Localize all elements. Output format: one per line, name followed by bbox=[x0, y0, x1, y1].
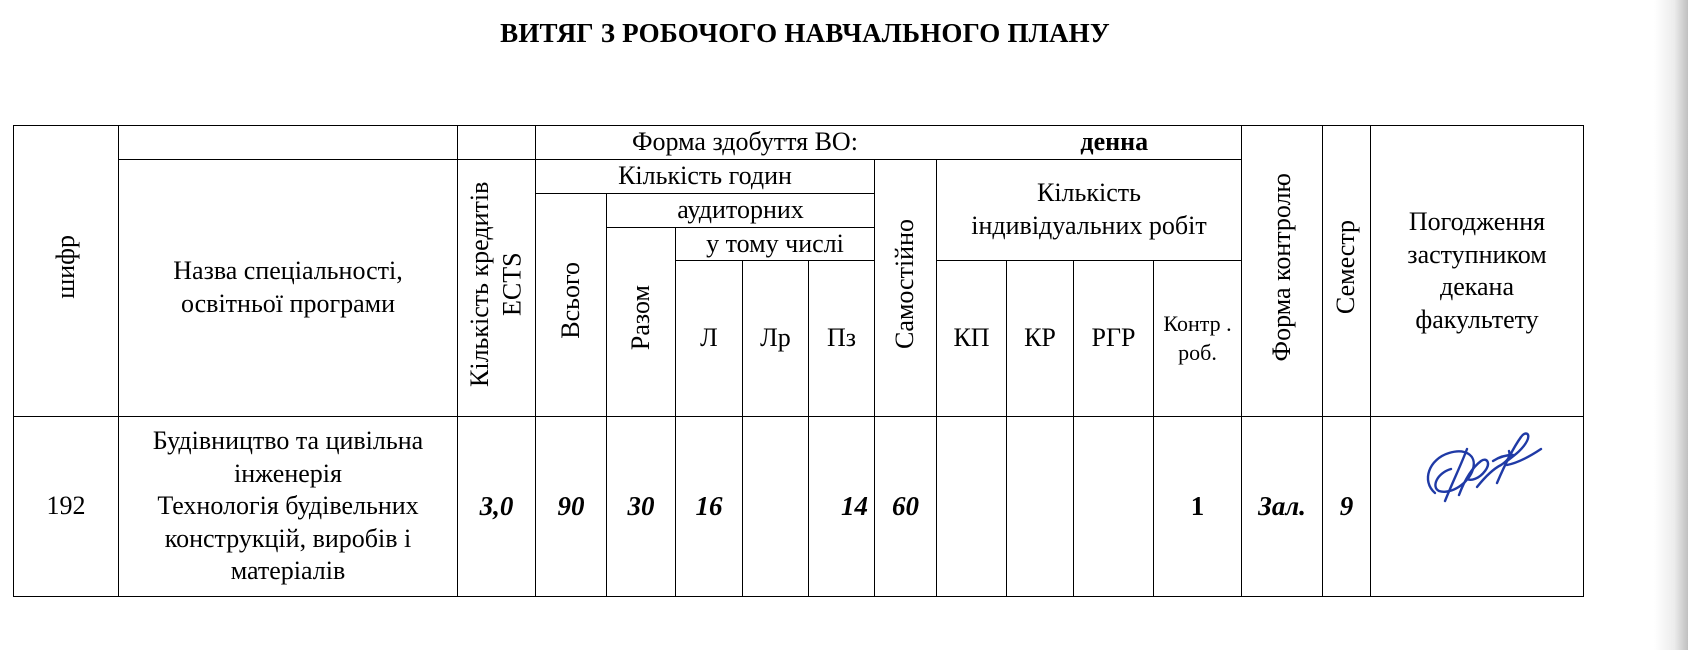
header-l: Л bbox=[676, 261, 743, 417]
row-l: 16 bbox=[676, 417, 743, 597]
header-pz: Пз bbox=[809, 261, 875, 417]
header-semester: Семестр bbox=[1323, 126, 1371, 417]
row-rgr bbox=[1074, 417, 1154, 597]
row-control: Зал. bbox=[1242, 417, 1323, 597]
row-lr bbox=[743, 417, 809, 597]
row-semester: 9 bbox=[1323, 417, 1371, 597]
document-title: ВИТЯГ З РОБОЧОГО НАВЧАЛЬНОГО ПЛАНУ bbox=[500, 18, 1110, 48]
row-approval bbox=[1371, 417, 1584, 597]
header-name: Назва спеціальності, освітньої програми bbox=[119, 159, 458, 417]
row-together: 30 bbox=[607, 417, 676, 597]
header-code: шифр bbox=[14, 126, 119, 417]
header-approval: Погодження заступником декана факультету bbox=[1371, 126, 1584, 417]
row-kr bbox=[1007, 417, 1074, 597]
header-total: Всього bbox=[536, 193, 607, 417]
row-contr: 1 bbox=[1154, 417, 1242, 597]
header-control: Форма контролю bbox=[1242, 126, 1323, 417]
header-indiv: Кількість індивідуальних робіт bbox=[937, 159, 1242, 261]
header-row-1 bbox=[14, 126, 1584, 160]
row-program: Технологія будівельних конструкцій, виробів і матеріалів bbox=[157, 491, 419, 586]
form-label: Форма здобуття ВО: bbox=[632, 127, 858, 156]
header-form bbox=[536, 126, 1242, 160]
header-rgr: РГР bbox=[1074, 261, 1154, 417]
header-contr: Контр . роб. bbox=[1154, 261, 1242, 417]
curriculum-table bbox=[13, 125, 1584, 597]
row-name bbox=[119, 417, 458, 597]
header-blank bbox=[458, 126, 536, 160]
signature bbox=[1407, 421, 1547, 521]
header-auditory: аудиторних bbox=[607, 193, 875, 227]
header-hours: Кількість годин bbox=[536, 159, 875, 193]
form-value: денна bbox=[1080, 127, 1149, 156]
row-credits: 3,0 bbox=[458, 417, 536, 597]
header-self: Самостійно bbox=[875, 159, 937, 417]
header-kp: КП bbox=[937, 261, 1007, 417]
row-total: 90 bbox=[536, 417, 607, 597]
header-kr: КР bbox=[1007, 261, 1074, 417]
header-together: Разом bbox=[607, 227, 676, 417]
table-row bbox=[14, 417, 1584, 597]
header-credits: Кількість кредитів ECTS bbox=[458, 159, 536, 417]
header-lr: Лр bbox=[743, 261, 809, 417]
row-code: 192 bbox=[14, 417, 119, 597]
row-pz: 14 bbox=[809, 417, 875, 597]
row-self: 60 bbox=[875, 417, 937, 597]
row-specialty: Будівництво та цивільна інженерія bbox=[152, 426, 424, 488]
row-kp bbox=[937, 417, 1007, 597]
header-blank bbox=[119, 126, 458, 160]
header-including: у тому числі bbox=[676, 227, 875, 261]
page-edge-shadow bbox=[1654, 0, 1688, 650]
